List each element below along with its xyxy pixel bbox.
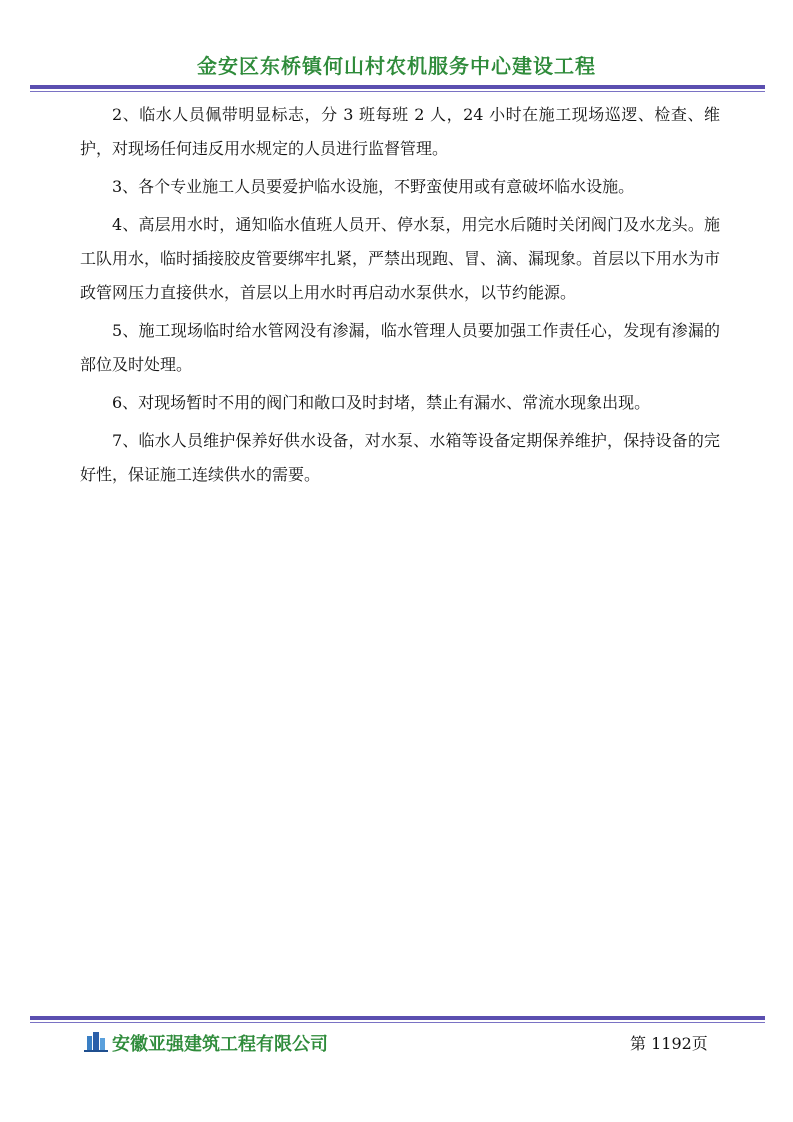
paragraph: 7、临水人员维护保养好供水设备，对水泵、水箱等设备定期保养维护，保持设备的完好性，保证施工连续供水的需要。 bbox=[80, 431, 720, 484]
company-name: 安徽亚强建筑工程有限公司 bbox=[112, 1034, 328, 1055]
building-logo-icon bbox=[84, 1030, 108, 1052]
header-rule-thick bbox=[30, 85, 765, 89]
paragraph: 2、临水人员佩带明显标志，分 3 班每班 2 人，24 小时在施工现场巡逻、检查、维护，对现场任何违反用水规定的人员进行监督管理。 bbox=[80, 105, 720, 158]
footer-rule-thin bbox=[30, 1022, 765, 1023]
document-body bbox=[80, 98, 720, 496]
page-number: 第 1192页 bbox=[630, 1034, 708, 1053]
header-rule-thin bbox=[30, 91, 765, 92]
paragraph: 5、施工现场临时给水管网没有渗漏，临水管理人员要加强工作责任心，发现有渗漏的部位及时处理。 bbox=[80, 321, 720, 374]
footer-rule-thick bbox=[30, 1016, 765, 1020]
paragraph: 4、高层用水时，通知临水值班人员开、停水泵，用完水后随时关闭阀门及水龙头。施工队用水，临时插接胶皮管要绑牢扎紧，严禁出现跑、冒、滴、漏现象。首层以下用水为市政管网压力直接供水，首层以上用水时再启动水泵供水，以节约能源。 bbox=[80, 215, 721, 302]
paragraph: 6、对现场暂时不用的阀门和敞口及时封堵，禁止有漏水、常流水现象出现。 bbox=[112, 393, 651, 412]
paragraph: 3、各个专业施工人员要爱护临水设施，不野蛮使用或有意破坏临水设施。 bbox=[112, 177, 635, 196]
page-title: 金安区东桥镇何山村农机服务中心建设工程 bbox=[197, 54, 596, 78]
